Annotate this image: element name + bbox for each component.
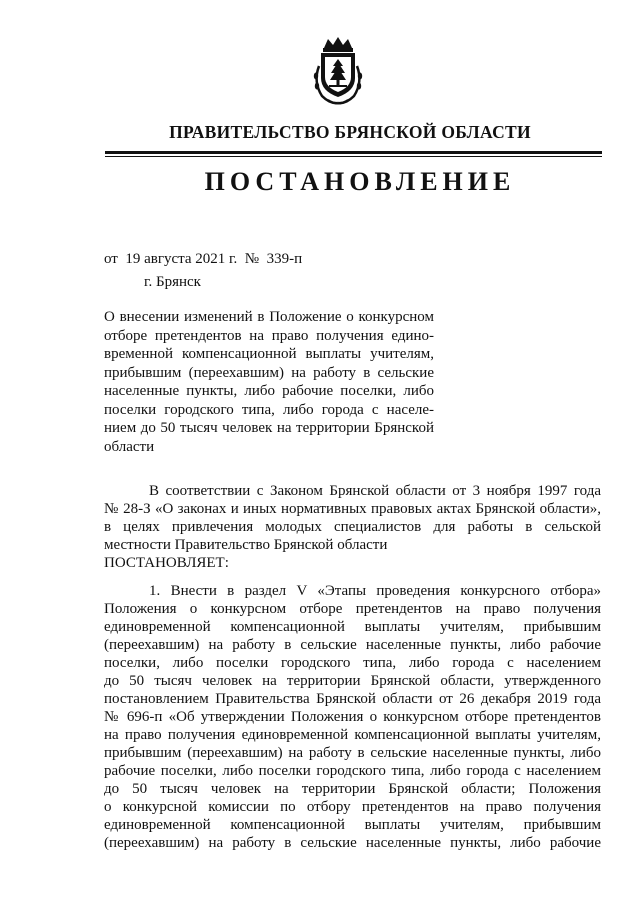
item-1-line: прибывшим (переехавшим) на работу в сельские населенные пункты, либо: [104, 745, 601, 761]
subject-line: прибывшим (переехавшим) на работу в сельские: [104, 364, 434, 381]
item-1-paragraph: [104, 582, 601, 852]
header-rule-thick: [105, 151, 602, 154]
header-rule-thin: [105, 156, 602, 157]
organization-title: ПРАВИТЕЛЬСТВО БРЯНСКОЙ ОБЛАСТИ: [169, 122, 531, 142]
subject-line: нием до 50 тысяч человек на территории Брянской: [104, 420, 434, 436]
item-1-line: Положения о конкурсном отборе претендентов на право получения: [104, 601, 601, 617]
item-1-line: единовременной компенсационной выплаты учителям, прибывшим: [104, 619, 601, 635]
subject-line: отборе претендентов на право получения едино-: [104, 327, 434, 344]
subject-line: временной компенсационной выплаты учителям,: [104, 346, 434, 362]
subject-line: населенные пункты, либо рабочие поселки, либо: [104, 383, 434, 399]
item-1-line: (переехавшим) на работу в сельские населенные пункты, либо рабочие: [104, 835, 601, 851]
item-1-line: поселки, либо поселки городского типа, либо города с населением: [104, 655, 601, 671]
decree-subject: [104, 308, 434, 456]
subject-line: О внесении изменений в Положение о конкурсном: [104, 309, 434, 325]
resolves-heading: ПОСТАНОВЛЯЕТ:: [104, 555, 229, 571]
document-type-heading: ПОСТАНОВЛЕНИЕ: [204, 167, 516, 196]
item-1-line: постановлением Правительства Брянской области от 26 декабря 2019 года: [104, 691, 601, 707]
bryansk-coat-of-arms-icon: [310, 36, 366, 108]
preamble-line: в целях привлечения молодых специалистов для работы в сельской: [104, 519, 601, 535]
item-1-line: № 696-п «Об утверждении Положения о конкурсном отборе претендентов: [104, 709, 601, 725]
item-1-line: рабочие поселки, либо поселки городского типа, либо города с населением: [104, 763, 601, 779]
item-1-line: единовременной компенсационной выплаты учителям, прибывшим: [104, 817, 601, 833]
preamble-line: местности Правительство Брянской области: [104, 537, 388, 553]
city-name: г. Брянск: [144, 274, 201, 290]
item-1-line: (переехавшим) на работу в сельские населенные пункты, либо рабочие: [104, 637, 601, 653]
preamble-line: В соответствии с Законом Брянской области от 3 ноября 1997 года: [149, 483, 601, 499]
date-number-line: от 19 августа 2021 г. № 339-п: [104, 251, 303, 267]
item-1-line: до 50 тысяч человек на территории Брянской области, утвержденного: [104, 673, 601, 689]
subject-line: области: [104, 438, 155, 455]
item-1-line: на право получения единовременной компенсационной выплаты учителям,: [104, 727, 601, 743]
preamble-paragraph: [104, 482, 601, 572]
subject-line: поселки городского типа, либо города с населе-: [104, 401, 434, 418]
item-1-line: о конкурсной комиссии по отбору претендентов на право получения: [104, 799, 601, 815]
preamble-line: № 28-З «О законах и иных нормативных правовых актах Брянской области»,: [104, 501, 601, 517]
item-1-line: до 50 тысяч человек на территории Брянской области; Положения: [104, 781, 601, 797]
item-1-line: 1. Внести в раздел V «Этапы проведения конкурсного отбора»: [149, 583, 601, 599]
